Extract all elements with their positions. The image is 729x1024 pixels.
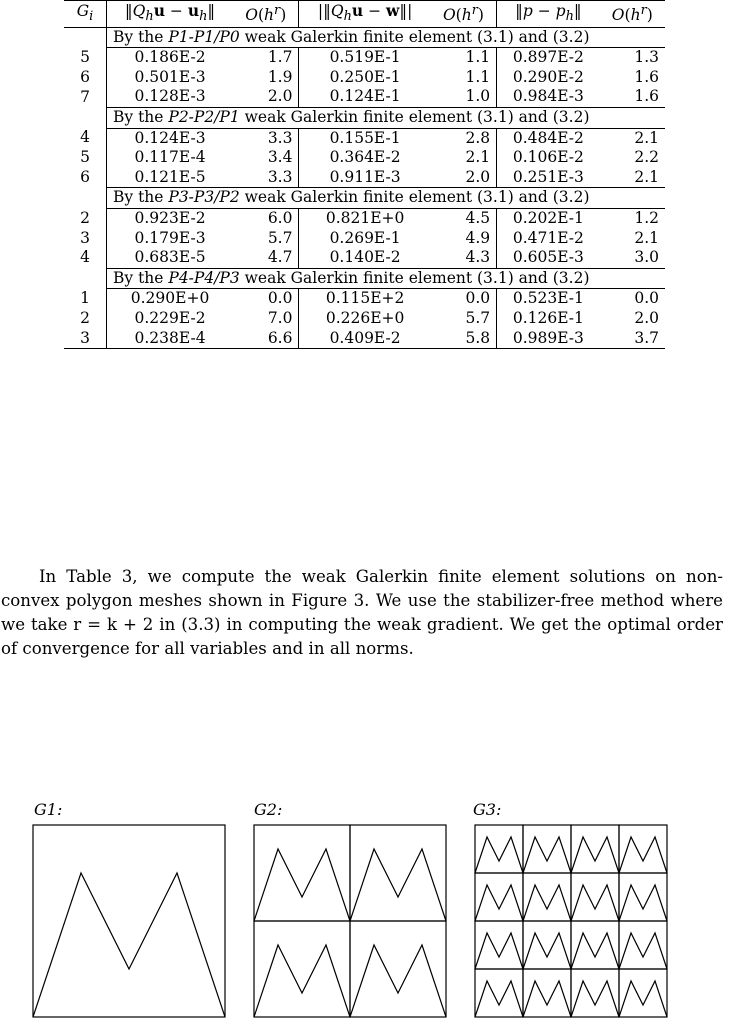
mesh-zigzag <box>350 945 446 1017</box>
w-error-cell: 0.155E-1 <box>329 128 401 147</box>
p-error-cell: 0.484E-2 <box>512 128 584 147</box>
u-error-cell: 0.117E-4 <box>134 148 206 167</box>
mesh-zigzag <box>571 885 619 921</box>
header-w-order: $O(h^r)$ <box>431 1 497 28</box>
mesh-diagram-g2 <box>253 824 447 1018</box>
u-order-cell: 2.0 <box>233 87 299 107</box>
w-order-cell: 2.1 <box>431 148 497 168</box>
table-row <box>64 148 665 168</box>
table-row <box>64 329 665 349</box>
w-error-cell: 0.519E-1 <box>329 48 401 67</box>
table-row <box>64 128 665 148</box>
p-order-cell: 1.6 <box>634 87 659 106</box>
table-row <box>64 68 665 88</box>
mesh-cell <box>571 873 619 921</box>
p-error-cell: 0.523E-1 <box>512 289 584 308</box>
mesh-cell <box>475 921 523 969</box>
p-error-cell: 0.471E-2 <box>512 228 584 247</box>
level-cell: 7 <box>64 87 107 107</box>
mesh-zigzag <box>33 873 225 1017</box>
mesh-zigzag <box>523 933 571 969</box>
mesh-cell <box>350 825 446 921</box>
w-order-cell: 4.5 <box>431 209 497 229</box>
p-order-cell: 2.1 <box>634 167 659 186</box>
level-cell: 5 <box>64 148 107 168</box>
w-error-cell: 0.911E-3 <box>329 167 401 186</box>
mesh-label-g3: G3: <box>473 800 502 819</box>
mesh-cell <box>619 873 667 921</box>
mesh-diagram-g1 <box>32 824 226 1018</box>
mesh-zigzag <box>350 849 446 921</box>
table-header-row <box>64 1 665 28</box>
mesh-cell <box>350 921 446 1017</box>
u-error-cell: 0.683E-5 <box>134 248 206 267</box>
mesh-zigzag <box>254 849 350 921</box>
w-error-cell: 0.226E+0 <box>325 309 405 327</box>
mesh-label-g2: G2: <box>254 800 283 819</box>
p-order-cell: 3.7 <box>600 329 665 349</box>
mesh-diagram-g3 <box>474 824 668 1018</box>
u-order-cell: 3.4 <box>233 148 299 168</box>
table-row <box>64 248 665 268</box>
level-cell-empty <box>64 188 107 209</box>
w-order-cell: 5.7 <box>431 309 497 329</box>
w-order-cell: 4.3 <box>431 248 497 268</box>
mesh-cell <box>475 825 523 873</box>
mesh-zigzag <box>475 837 523 873</box>
mesh-cell <box>475 969 523 1017</box>
p-order-cell: 2.2 <box>634 148 659 167</box>
p-order-cell: 1.3 <box>634 48 659 67</box>
mesh-zigzag <box>523 885 571 921</box>
level-cell-empty <box>64 27 107 48</box>
p-order-cell: 3.0 <box>634 248 659 267</box>
table-row <box>64 209 665 229</box>
mesh-label-g1: G1: <box>34 800 63 819</box>
mesh-zigzag <box>571 933 619 969</box>
mesh-zigzag <box>475 885 523 921</box>
method-row <box>64 27 665 48</box>
u-order-cell: 7.0 <box>233 309 299 329</box>
w-order-cell: 1.1 <box>431 48 497 68</box>
table-body <box>64 27 665 349</box>
mesh-zigzag <box>619 885 667 921</box>
mesh-cell <box>571 921 619 969</box>
mesh-cell <box>523 825 571 873</box>
level-cell: 1 <box>64 289 107 309</box>
header-p-error: ‖p − $p_h‖$ <box>497 1 600 28</box>
u-order-cell: 1.9 <box>233 68 299 88</box>
w-order-cell: 0.0 <box>431 289 497 309</box>
level-cell: 3 <box>64 229 107 249</box>
p-error-cell: 0.897E-2 <box>512 48 584 67</box>
p-order-cell: 2.1 <box>634 128 659 147</box>
method-caption: By the P2-P2/P1 weak Galerkin finite element (3.1) and (3.2) <box>107 108 666 129</box>
w-error-cell: 0.140E-2 <box>329 248 401 267</box>
p-error-cell: 0.984E-3 <box>512 87 584 106</box>
p-order-cell: 2.0 <box>634 309 659 327</box>
header-u-error: $‖Q_hu$ − $u_h‖$ <box>107 1 234 28</box>
method-row <box>64 268 665 289</box>
header-w-error: $|‖Q_hu$ − w‖| <box>299 1 431 28</box>
level-cell: 4 <box>64 128 107 148</box>
u-error-cell: 0.128E-3 <box>134 87 206 106</box>
w-order-cell: 2.0 <box>431 168 497 188</box>
mesh-cell <box>571 825 619 873</box>
u-order-cell: 5.7 <box>233 229 299 249</box>
p-error-cell: 0.126E-1 <box>512 309 584 327</box>
level-cell: 2 <box>64 209 107 229</box>
w-order-cell: 5.8 <box>431 329 497 349</box>
mesh-zigzag <box>523 981 571 1017</box>
mesh-cell <box>475 873 523 921</box>
u-order-cell: 3.3 <box>233 168 299 188</box>
mesh-zigzag <box>475 933 523 969</box>
w-order-cell: 1.0 <box>431 87 497 107</box>
p-error-cell: 0.202E-1 <box>512 209 584 228</box>
w-order-cell: 4.9 <box>431 229 497 249</box>
mesh-cell <box>33 825 225 1017</box>
u-error-cell: 0.124E-3 <box>134 128 206 147</box>
u-error-cell: 0.501E-3 <box>134 67 206 86</box>
convergence-table <box>64 0 665 349</box>
mesh-zigzag <box>619 981 667 1017</box>
u-error-cell: 0.179E-3 <box>134 228 206 247</box>
mesh-cell <box>523 921 571 969</box>
mesh-zigzag <box>475 981 523 1017</box>
u-error-cell: 0.238E-4 <box>107 329 234 349</box>
table-row <box>64 229 665 249</box>
u-order-cell: 1.7 <box>233 48 299 68</box>
mesh-zigzag <box>254 945 350 1017</box>
body-paragraph <box>1 565 723 661</box>
method-row <box>64 188 665 209</box>
header-p-order: $O(h^r)$ <box>600 1 665 28</box>
method-caption: By the P1-P1/P0 weak Galerkin finite element (3.1) and (3.2) <box>107 27 666 48</box>
mesh-cell <box>523 873 571 921</box>
u-order-cell: 0.0 <box>233 289 299 309</box>
table-row <box>64 289 665 309</box>
u-error-cell: 0.186E-2 <box>134 48 206 67</box>
p-error-cell: 0.290E-2 <box>512 67 584 86</box>
u-order-cell: 3.3 <box>233 128 299 148</box>
table-row <box>64 309 665 329</box>
table-row <box>64 48 665 68</box>
mesh-cell <box>619 969 667 1017</box>
level-cell: 6 <box>64 68 107 88</box>
mesh-zigzag <box>523 837 571 873</box>
p-error-cell: 0.251E-3 <box>512 167 584 186</box>
w-order-cell: 1.1 <box>431 68 497 88</box>
p-order-cell: 0.0 <box>634 289 659 308</box>
mesh-cell <box>619 921 667 969</box>
mesh-zigzag <box>571 837 619 873</box>
level-cell: 4 <box>64 248 107 268</box>
mesh-zigzag <box>619 837 667 873</box>
u-error-cell: 0.121E-5 <box>134 167 206 186</box>
u-order-cell: 4.7 <box>233 248 299 268</box>
w-error-cell: 0.124E-1 <box>329 87 401 106</box>
table-row <box>64 87 665 107</box>
mesh-cell <box>254 921 350 1017</box>
header-u-order: $O(h^r)$ <box>233 1 299 28</box>
header-level: $G_i$ <box>64 1 107 28</box>
p-order-cell: 2.1 <box>634 228 659 247</box>
w-order-cell: 2.8 <box>431 128 497 148</box>
p-order-cell: 1.2 <box>634 209 659 228</box>
w-error-cell: 0.269E-1 <box>329 228 401 247</box>
w-error-cell: 0.364E-2 <box>329 148 401 167</box>
u-error-cell: 0.229E-2 <box>134 309 206 327</box>
mesh-cell <box>619 825 667 873</box>
mesh-cell <box>571 969 619 1017</box>
method-row <box>64 108 665 129</box>
method-caption: By the P3-P3/P2 weak Galerkin finite element (3.1) and (3.2) <box>107 188 666 209</box>
level-cell: 6 <box>64 168 107 188</box>
w-error-cell: 0.821E+0 <box>325 209 405 228</box>
table-row <box>64 168 665 188</box>
w-error-cell: 0.409E-2 <box>299 329 431 349</box>
level-cell-empty <box>64 268 107 289</box>
w-error-cell: 0.250E-1 <box>329 67 401 86</box>
paragraph-text: In Table 3, we compute the weak Galerkin finite element solutions on non-convex polygon meshes shown in Figure 3. We use the stabilizer-free method where we take r = k + 2 in (3.3) in computing the weak gradient. We get the optimal order of convergence for all variables and in all norms. <box>1 567 723 658</box>
u-error-cell: 0.923E-2 <box>134 209 206 228</box>
p-error-cell: 0.106E-2 <box>512 148 584 167</box>
level-cell: 2 <box>64 309 107 329</box>
mesh-cell <box>254 825 350 921</box>
p-order-cell: 1.6 <box>634 67 659 86</box>
u-error-cell: 0.290E+0 <box>130 289 210 308</box>
w-error-cell: 0.115E+2 <box>325 289 405 308</box>
level-cell: 5 <box>64 48 107 68</box>
level-cell-empty <box>64 108 107 129</box>
level-cell: 3 <box>64 329 107 349</box>
mesh-zigzag <box>619 933 667 969</box>
u-order-cell: 6.0 <box>233 209 299 229</box>
p-error-cell: 0.989E-3 <box>497 329 600 349</box>
method-caption: By the P4-P4/P3 weak Galerkin finite element (3.1) and (3.2) <box>107 268 666 289</box>
u-order-cell: 6.6 <box>233 329 299 349</box>
mesh-zigzag <box>571 981 619 1017</box>
p-error-cell: 0.605E-3 <box>512 248 584 267</box>
mesh-cell <box>523 969 571 1017</box>
